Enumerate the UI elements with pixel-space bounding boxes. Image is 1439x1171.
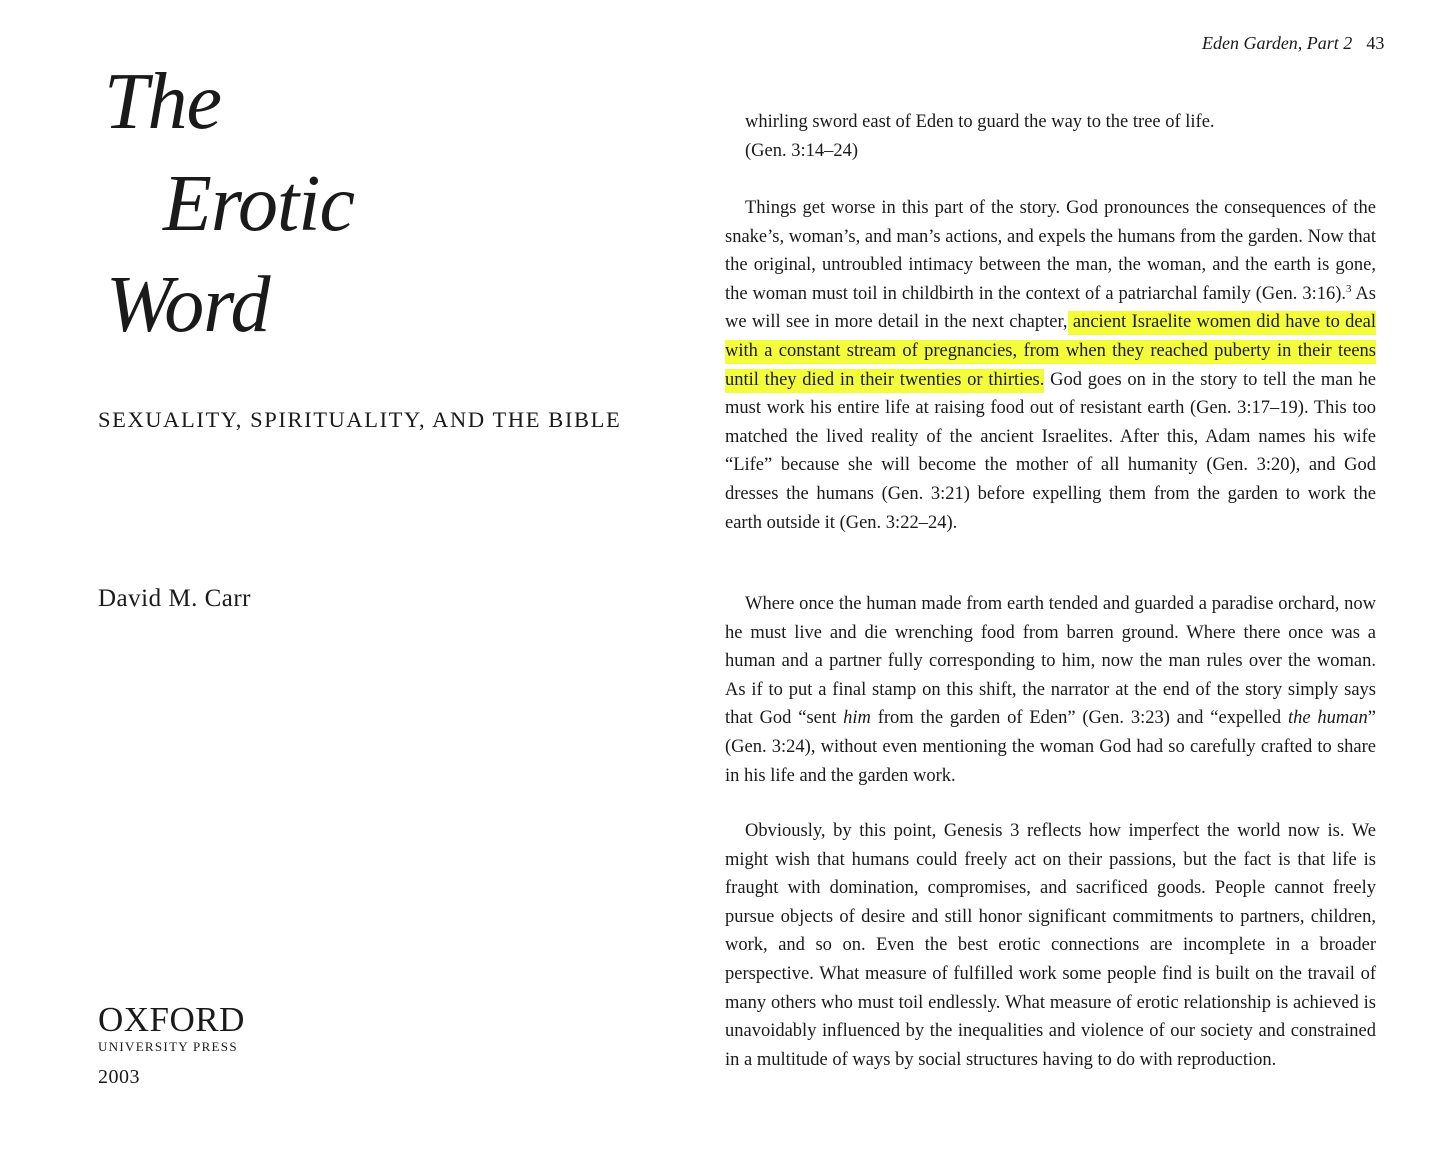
paragraph-1-text-a: Things get worse in this part of the story. God pronounces the consequences of the snake’s, woman’s, and man’s actions, and expels the humans from the garden. Now that the original, untroubled intimacy between the man, the woman, and the earth is gone, the woman must toil in childbirth in the context of a patriarchal family (Gen. 3:16). [725,198,1376,304]
running-head [1202,33,1384,54]
running-head-title: Eden Garden, Part 2 [1202,33,1353,53]
book-author: David M. Carr [98,585,251,612]
paragraph-1-text-b: As we will see in more detail in the next chapter, [725,283,1376,333]
paragraph-2-italic-b: the human [1287,708,1368,729]
paragraph-3: Obviously, by this point, Genesis 3 reflects how imperfect the world now is. We might wish that humans could freely act on their passions, but the fact is that life is fraught with domination, compromises, and sacrificed goods. People cannot freely pursue objects of desire and still honor significant commitments to partners, children, work, and so on. Even the best erotic connections are incomplete in a broader perspective. What measure of fulfilled work some people find is built on the travail of many others who must toil endlessly. What measure of erotic relationship is achieved is unavoidably influenced by the inequalities and violence of our society and constrained in a multitude of ways by social structures having to do with reproduction. [725,821,1376,1070]
paragraph-1-text-c: God goes on in the story to tell the man he must work his entire life at raising food out of resistant earth (Gen. 3:17–19). This too matched the lived reality of the ancient Israelites. After this, Adam names his wife “Life” because she will become the mother of all humanity (Gen. 3:20), and God dresses the humans (Gen. 3:21) before expelling them from the garden to work the earth outside it (Gen. 3:22–24). [725,369,1376,533]
book-title-line-1: The [104,58,221,146]
book-title-line-2: Erotic [163,160,354,248]
paragraph-2-italic-a: him [843,708,871,729]
paragraph-2-text-c: ” (Gen. 3:24), without even mentioning the woman God had so carefully crafted to share in his life and the garden work. [725,708,1376,786]
publisher-name: OXFORD [98,1000,245,1039]
block-quote [745,108,1365,165]
publisher-subtitle: UNIVERSITY PRESS [98,1039,238,1054]
book-title-line-3: Word [106,261,270,349]
book-subtitle: SEXUALITY, SPIRITUALITY, AND THE BIBLE [98,407,622,432]
footnote-marker[interactable]: 3 [1346,282,1352,295]
paragraph-1 [725,194,1376,537]
paragraph-2 [725,590,1376,790]
quote-line-2: (Gen. 3:14–24) [745,140,859,161]
page-number: 43 [1366,33,1385,53]
paragraph-2-text-a: Where once the human made from earth tended and guarded a paradise orchard, now he must live and die wrenching food from barren ground. Where there once was a human and a partner fully corresponding to him, now the man rules over the woman. As if to put a final stamp on this shift, the narrator at the end of the story simply says that God “sent [725,594,1376,729]
highlighted-passage[interactable]: ancient Israelite women did have to deal with a constant stream of pregnancies, from when they reached puberty in their teens until they died in their twenties or thirties. [725,311,1376,392]
publication-year: 2003 [98,1066,140,1088]
quote-line-1: whirling sword east of Eden to guard the way to the tree of life. [745,112,1215,132]
paragraph-2-text-b: from the garden of Eden” (Gen. 3:23) and “expelled [870,708,1288,729]
publisher-logo [98,1001,245,1055]
